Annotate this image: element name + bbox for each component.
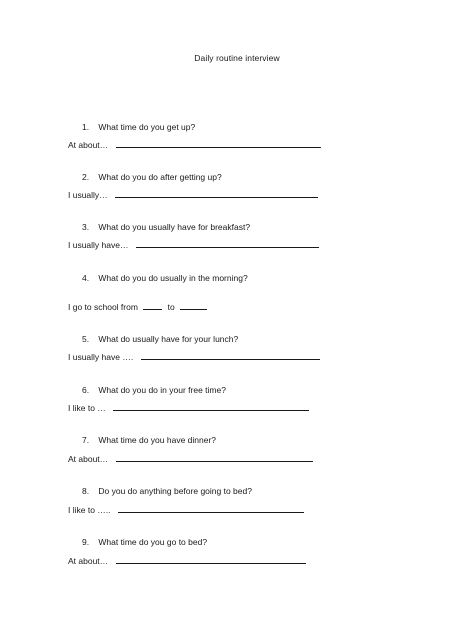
question-2 (82, 172, 222, 182)
question-number: 1. (82, 122, 90, 132)
question-6 (82, 385, 226, 395)
question-7 (82, 435, 216, 445)
answer-blank[interactable] (136, 239, 319, 248)
question-number: 7. (82, 435, 90, 445)
question-number: 6. (82, 385, 90, 395)
answer-prompt: I usually have… (68, 240, 129, 250)
answer-blank[interactable] (116, 555, 306, 564)
question-text: Do you do anything before going to bed? (98, 486, 252, 496)
answer-prompt: I like to … (68, 403, 106, 413)
answer-blank-to[interactable] (180, 301, 207, 310)
question-8 (82, 486, 252, 496)
question-number: 5. (82, 334, 90, 344)
page-title: Daily routine interview (194, 53, 280, 63)
question-text: What do you do usually in the morning? (98, 273, 248, 283)
question-text: What time do you get up? (98, 122, 196, 132)
answer-6 (68, 402, 309, 413)
answer-prompt: I usually have …. (68, 352, 134, 362)
question-number: 8. (82, 486, 90, 496)
question-text: What do you usually have for breakfast? (98, 222, 251, 232)
question-text: What do you do in your free time? (98, 385, 226, 395)
answer-prompt: At about… (68, 556, 109, 566)
answer-mid: to (167, 302, 175, 312)
answer-3 (68, 239, 319, 250)
question-text: What do usually have for your lunch? (98, 334, 239, 344)
answer-prompt: I like to ….. (68, 505, 111, 515)
question-number: 3. (82, 222, 90, 232)
question-4 (82, 273, 248, 283)
answer-8 (68, 504, 304, 515)
answer-9 (68, 555, 306, 566)
question-number: 9. (82, 537, 90, 547)
question-text: What time do you have dinner? (98, 435, 217, 445)
question-3 (82, 222, 250, 232)
answer-prompt: I usually… (68, 190, 108, 200)
answer-2 (68, 189, 318, 200)
question-9 (82, 537, 207, 547)
answer-blank-from[interactable] (143, 301, 162, 310)
question-text: What do you do after getting up? (98, 172, 222, 182)
answer-7 (68, 453, 313, 464)
answer-5 (68, 351, 320, 362)
answer-prompt: I go to school from (68, 302, 138, 312)
answer-blank[interactable] (113, 402, 309, 411)
answer-prompt: At about… (68, 454, 109, 464)
answer-blank[interactable] (116, 453, 313, 462)
question-number: 4. (82, 273, 90, 283)
question-1 (82, 122, 195, 132)
question-number: 2. (82, 172, 90, 182)
answer-blank[interactable] (115, 189, 318, 198)
answer-1 (68, 139, 321, 150)
answer-4 (68, 301, 207, 312)
answer-blank[interactable] (118, 504, 304, 513)
question-5 (82, 334, 238, 344)
answer-blank[interactable] (141, 351, 320, 360)
answer-prompt: At about… (68, 140, 109, 150)
answer-blank[interactable] (116, 139, 321, 148)
question-text: What time do you go to bed? (98, 537, 208, 547)
